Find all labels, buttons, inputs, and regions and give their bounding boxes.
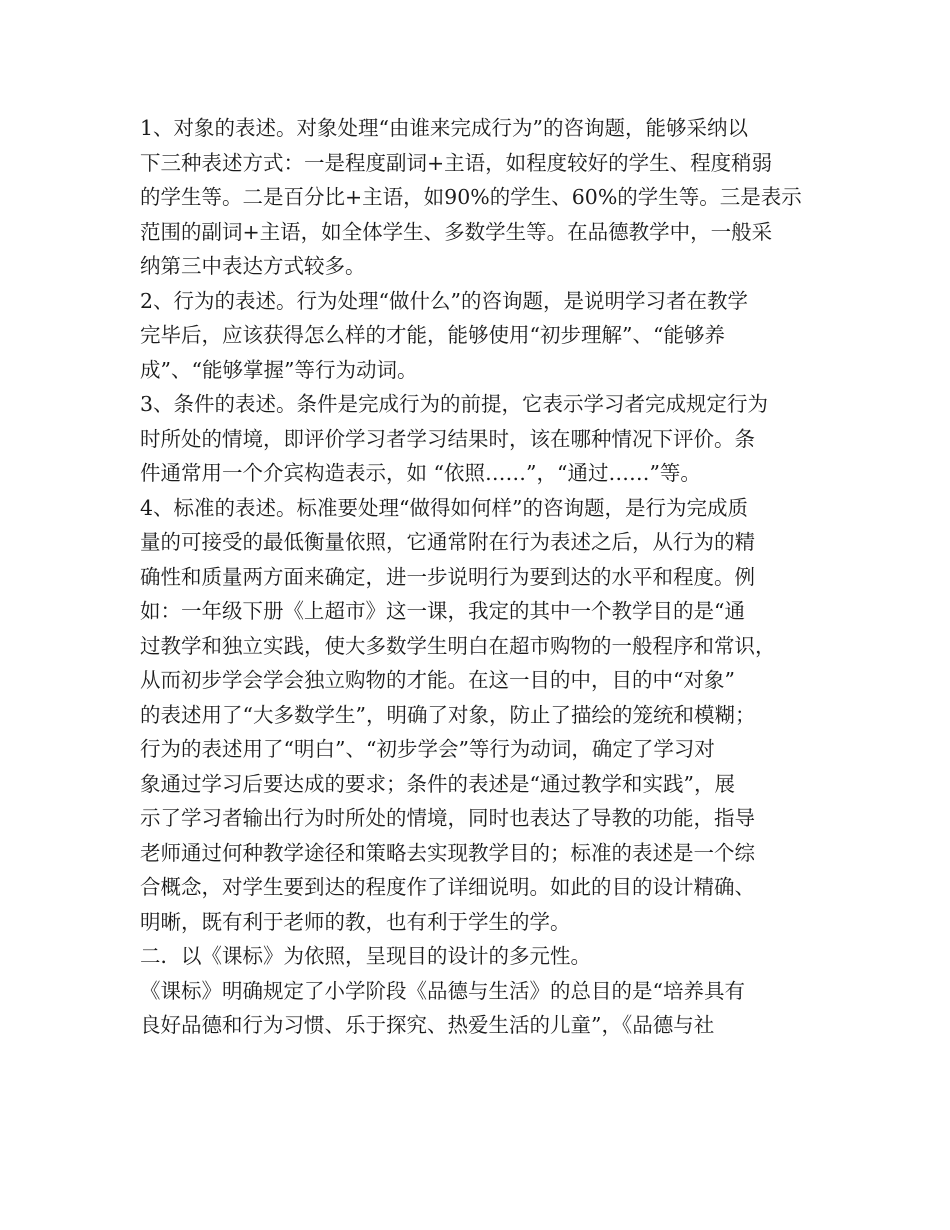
text-line: 如：一年级下册《上超市》这一课，我定的其中一个教学目的是“通 [140, 599, 745, 623]
text-line: 明晰，既有利于老师的教，也有利于学生的学。 [140, 909, 571, 934]
text-line: 1、对象的表述。对象处理“由谁来完成行为”的咨询题，能够采纳以 [140, 116, 749, 140]
text-line: 行为的表述用了“明白”、“初步学会”等行为动词，确定了学习对 [140, 737, 715, 761]
text-line: 范围的副词+主语，如全体学生、多数学生等。在品德教学中，一般采 [140, 219, 773, 244]
text-line: 确性和质量两方面来确定，进一步说明行为要到达的水平和程度。例 [140, 564, 755, 589]
text-line: 4、标准的表述。标准要处理“做得如何样”的咨询题，是行为完成质 [140, 495, 749, 520]
text-line: 良好品德和行为习惯、乐于探究、热爱生活的儿童”，《品德与社 [140, 1013, 715, 1037]
text-line: 的学生等。二是百分比+主语，如90%的学生、60%的学生等。三是表示 [140, 185, 802, 209]
text-line: 从而初步学会学会独立购物的才能。在这一目的中，目的中“对象” [140, 668, 735, 692]
text-line: 件通常用一个介宾构造表示，如 “依照……”，“通过……”等。 [140, 461, 701, 485]
text-line: 《课标》明确规定了小学阶段《品德与生活》的总目的是“培养具有 [140, 978, 745, 1003]
text-line: 象通过学习后要达成的要求；条件的表述是“通过教学和实践”，展 [140, 771, 735, 796]
text-line: 下三种表述方式：一是程度副词+主语，如程度较好的学生、程度稍弱 [140, 150, 773, 175]
text-line: 2、行为的表述。行为处理“做什么”的咨询题，是说明学习者在教学 [140, 288, 749, 313]
text-line: 成”、“能够掌握”等行为动词。 [140, 357, 418, 382]
text-line: 过教学和独立实践，使大多数学生明白在超市购物的一般程序和常识， [140, 633, 776, 658]
text-line: 完毕后，应该获得怎么样的才能，能够使用“初步理解”、“能够养 [140, 323, 725, 347]
text-line: 的表述用了“大多数学生”，明确了对象，防止了描绘的笼统和模糊； [140, 702, 756, 727]
text-line: 3、条件的表述。条件是完成行为的前提，它表示学习者完成规定行为 [140, 392, 769, 416]
text-line: 量的可接受的最低衡量依照，它通常附在行为表述之后，从行为的精 [140, 530, 755, 554]
document-body [140, 111, 812, 1043]
text-line: 老师通过何种教学途径和策略去实现教学目的；标准的表述是一个综 [140, 840, 755, 865]
text-line: 时所处的情境，即评价学习者学习结果时，该在哪种情况下评价。条 [140, 426, 755, 451]
text-line: 示了学习者输出行为时所处的情境，同时也表达了导教的功能，指导 [140, 806, 755, 830]
text-line: 合概念，对学生要到达的程度作了详细说明。如此的目的设计精确、 [140, 875, 755, 899]
section-heading: 二．以《课标》为依照，呈现目的设计的多元性。 [140, 944, 591, 968]
text-line: 纳第三中表达方式较多。 [140, 254, 366, 278]
